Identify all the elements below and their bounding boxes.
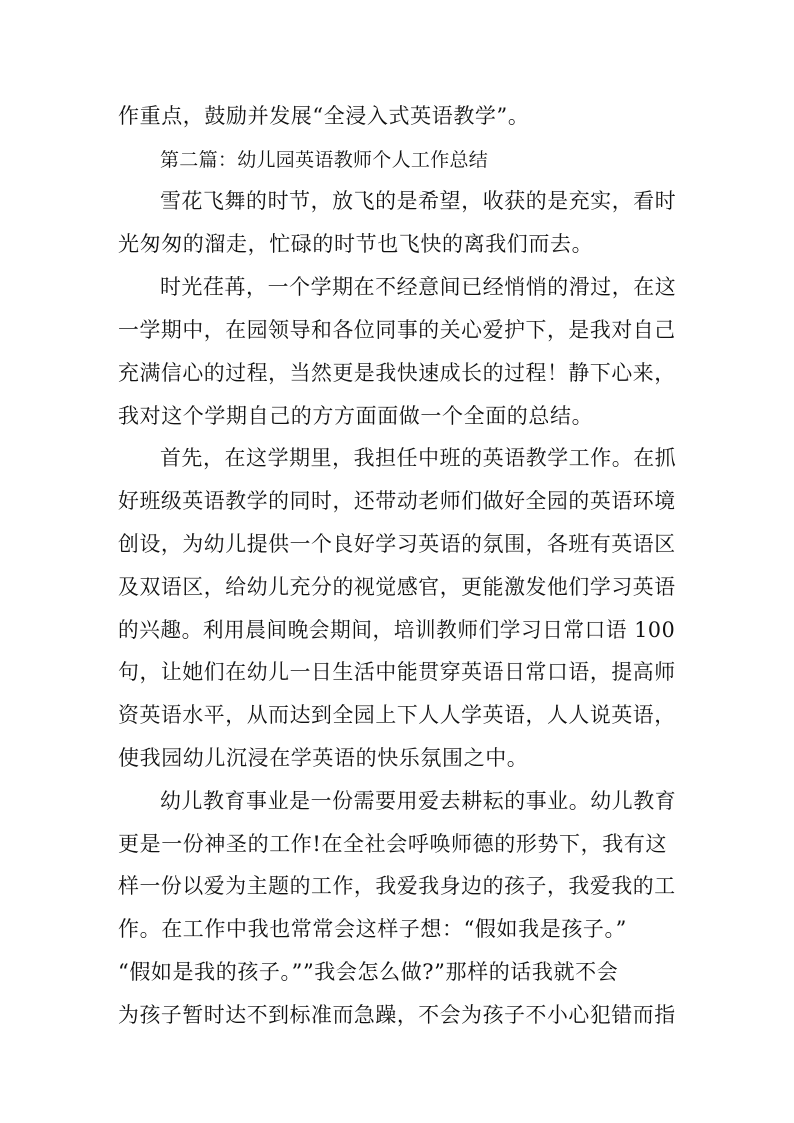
text-line: 雪花飞舞的时节，放飞的是希望，收获的是充实，看时 xyxy=(160,189,677,213)
text-line: 创设，为幼儿提供一个良好学习英语的氛围，各班有英语区 xyxy=(118,532,676,556)
text-line: 时光荏苒，一个学期在不经意间已经悄悄的滑过，在这 xyxy=(160,275,677,299)
text-line: 充满信心的过程，当然更是我快速成长的过程！静下心来， xyxy=(118,361,676,385)
text-line: 的兴趣。利用晨间晚会期间，培训教师们学习日常口语 100 xyxy=(118,618,676,642)
text-line: 我对这个学期自己的方方面面做一个全面的总结。 xyxy=(118,404,594,428)
text-line: 好班级英语教学的同时，还带动老师们做好全园的英语环境 xyxy=(118,489,676,513)
text-line: 作。在工作中我也常常会这样子想：“假如我是孩子。” xyxy=(118,917,627,941)
text-line: 使我园幼儿沉浸在学英语的快乐氛围之中。 xyxy=(118,746,529,770)
text-line: 句，让她们在幼儿一日生活中能贯穿英语日常口语，提高师 xyxy=(118,660,676,684)
text-line: “假如是我的孩子。””我会怎么做?”那样的话我就不会 xyxy=(118,960,619,984)
text-line: 样一份以爱为主题的工作，我爱我身边的孩子，我爱我的工 xyxy=(118,874,676,898)
text-line: 光匆匆的溜走，忙碌的时节也飞快的离我们而去。 xyxy=(118,232,594,256)
text-line: 作重点，鼓励并发展“全浸入式英语教学”。 xyxy=(118,104,530,128)
text-line: 为孩子暂时达不到标准而急躁，不会为孩子不小心犯错而指 xyxy=(118,1003,676,1027)
text-line: 更是一份神圣的工作!在全社会呼唤师德的形势下，我有这 xyxy=(118,832,668,856)
section-title: 第二篇：幼儿园英语教师个人工作总结 xyxy=(160,149,489,171)
text-line: 首先，在这学期里，我担任中班的英语教学工作。在抓 xyxy=(160,446,677,470)
text-line: 幼儿教育事业是一份需要用爱去耕耘的事业。幼儿教育 xyxy=(160,789,677,813)
text-line: 资英语水平，从而达到全园上下人人学英语，人人说英语， xyxy=(118,703,676,727)
text-line: 及双语区，给幼儿充分的视觉感官，更能激发他们学习英语 xyxy=(118,575,676,599)
text-line: 一学期中，在园领导和各位同事的关心爱护下，是我对自己 xyxy=(118,318,676,342)
